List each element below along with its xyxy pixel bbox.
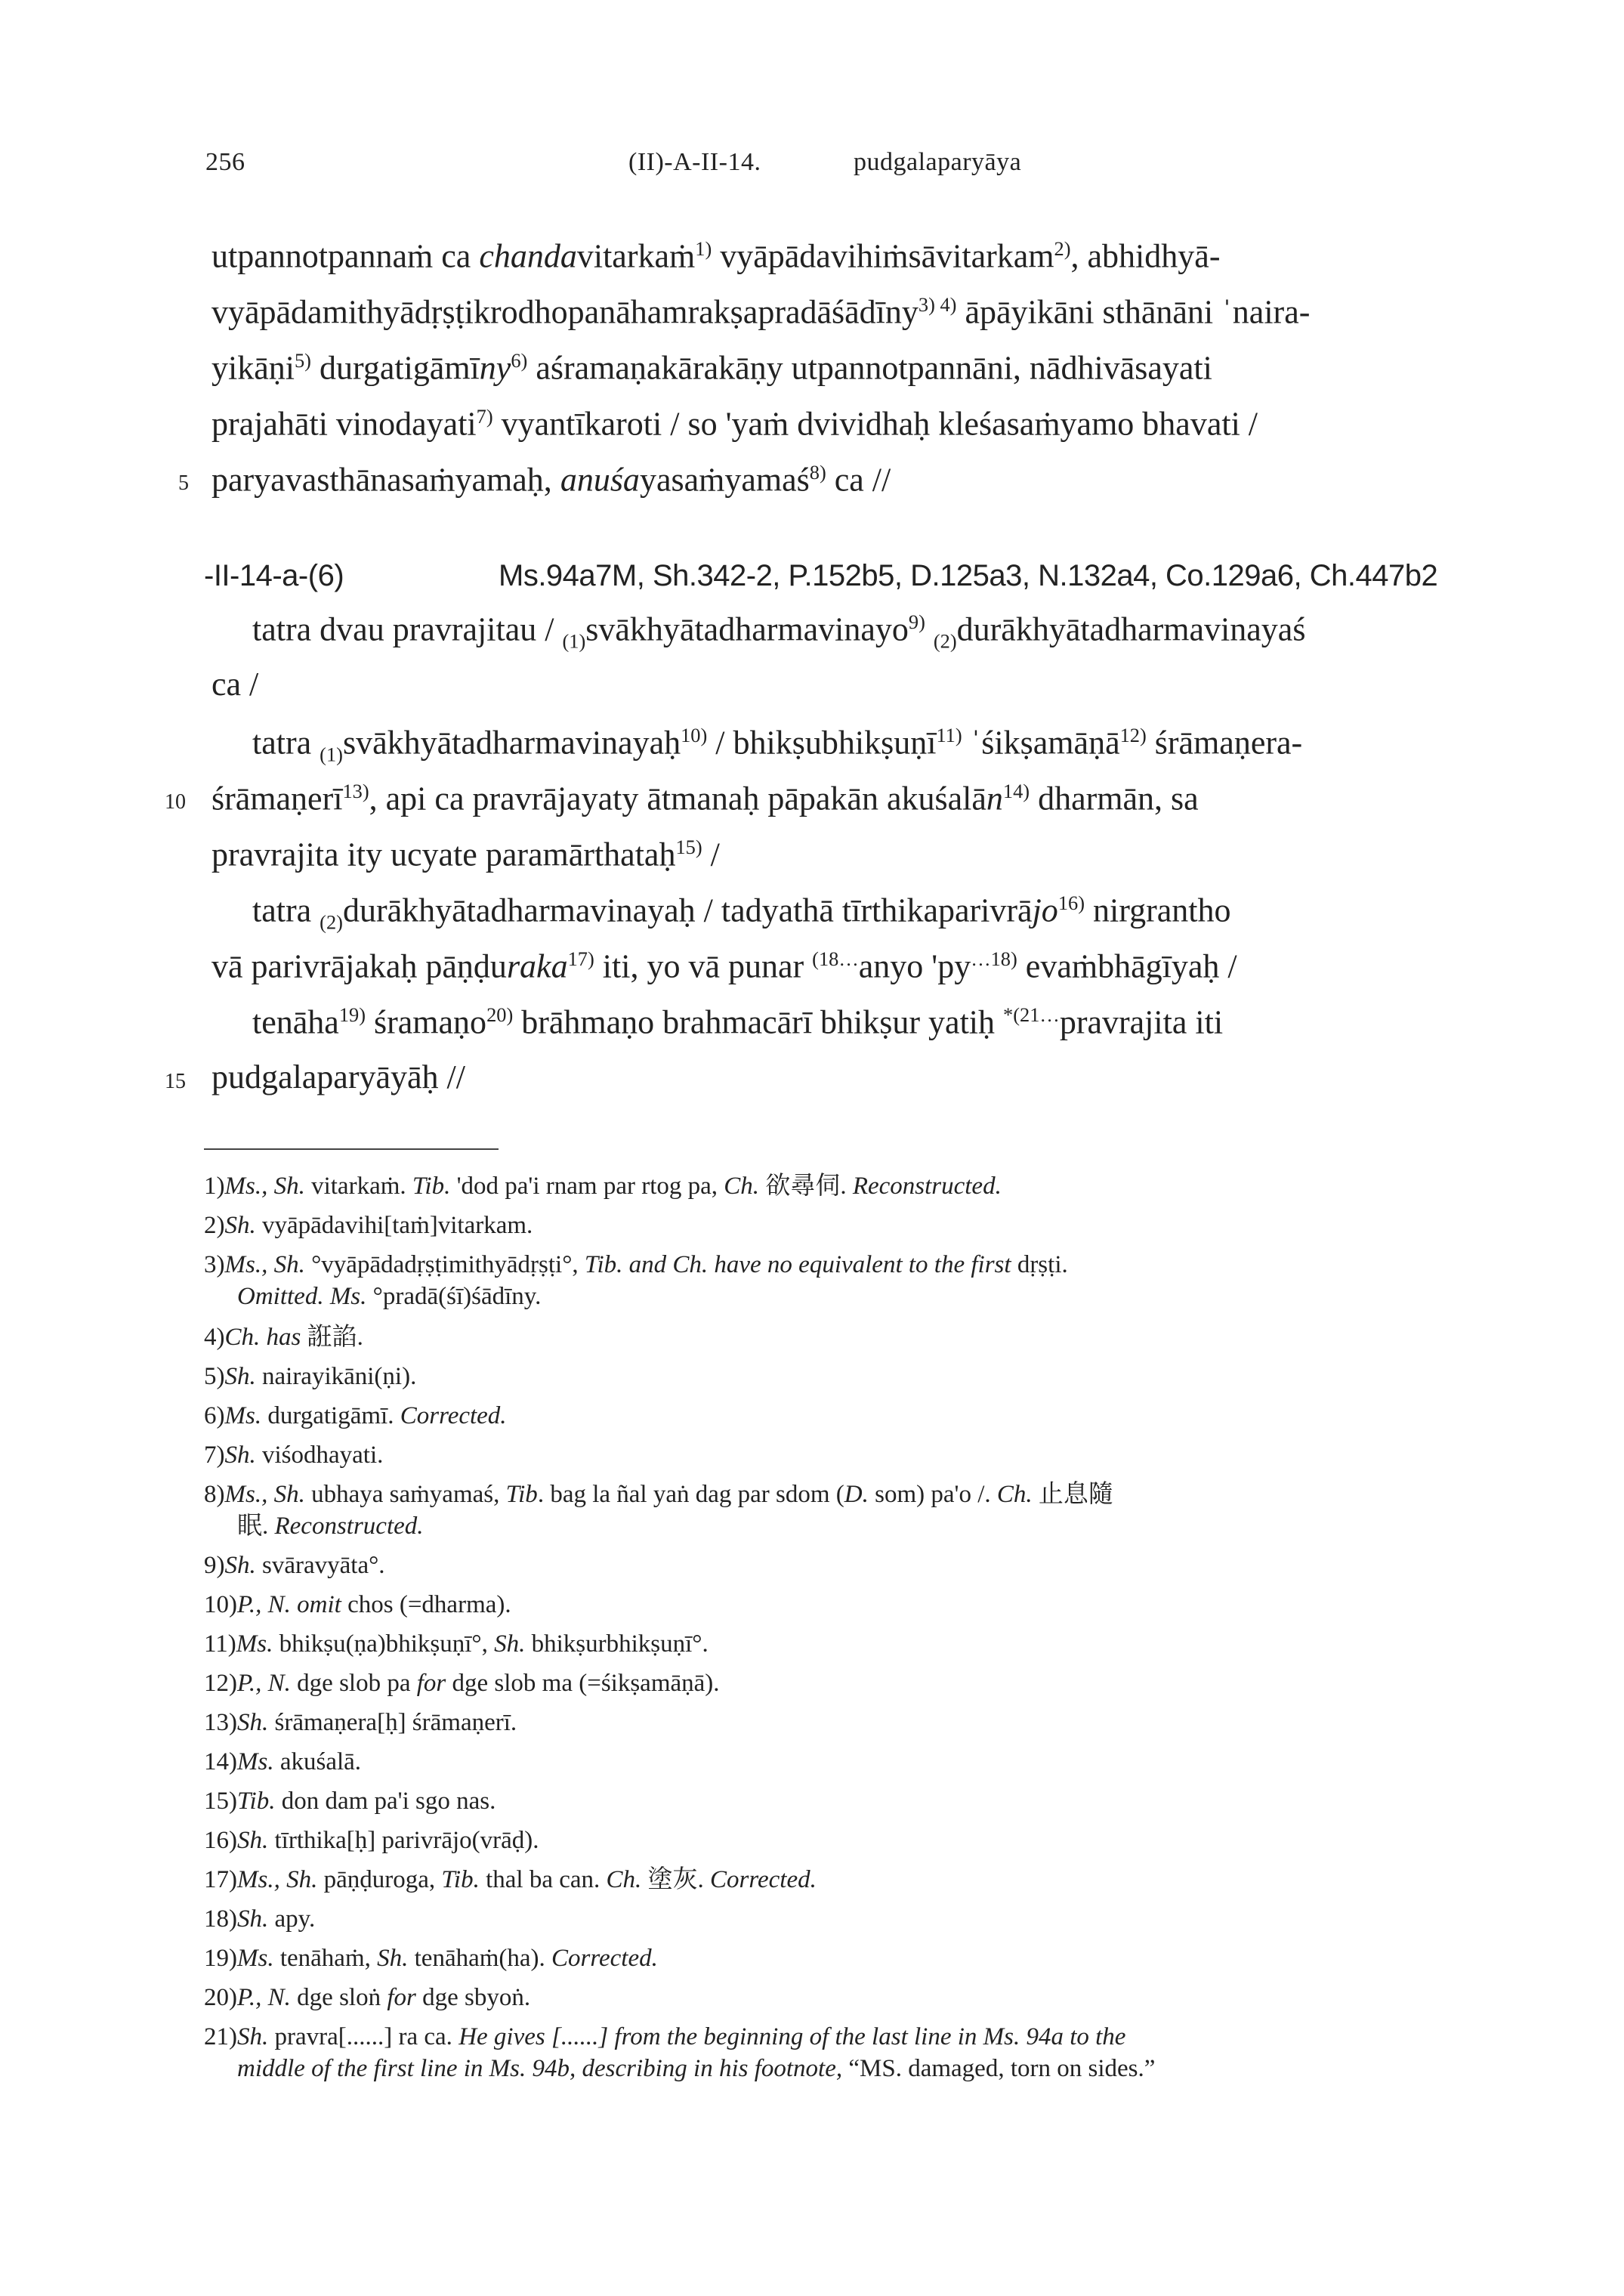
text-segment: aśramaṇakārakāṇy utpannotpannāni, nādhivāsayati [527, 349, 1212, 387]
text-segment: 'dod pa'i rnam par rtog pa, [450, 1173, 724, 1200]
section-label: (II)-A-II-14. [628, 148, 761, 176]
text-line [211, 837, 720, 872]
footnote [204, 1481, 1113, 1540]
text-segment: dharmān, sa [1030, 780, 1199, 817]
note-marker: (2) [933, 629, 957, 653]
footnote-text [237, 1748, 361, 1775]
footnote-continuation [237, 2055, 1155, 2084]
text-line [211, 781, 1199, 816]
text-segment: durākhyātadharmavinayaḥ / tadyathā tīrthikaparivrā [342, 892, 1033, 929]
text-segment: 止息隨 [1032, 1481, 1113, 1508]
text-segment: Ms., Sh. [224, 1251, 305, 1278]
text-segment: °pradā(śī)śādīny. [366, 1283, 542, 1310]
text-segment: Tib. [237, 1788, 276, 1815]
footnote-number: 2) [204, 1212, 225, 1239]
text-segment: Corrected. [710, 1866, 817, 1893]
note-marker: 15) [675, 836, 702, 858]
text-segment: vyantīkaroti / so 'yaṁ dvividhaḥ kleśasaṁyamo bhavati / [492, 405, 1258, 443]
text-segment: Tib. [412, 1173, 451, 1200]
text-segment: Sh. [237, 1709, 269, 1736]
text-segment: Sh. [494, 1630, 526, 1658]
text-segment: āpāyikāni sthānāni ˈnaira- [956, 293, 1311, 331]
text-segment: for [416, 1670, 446, 1697]
text-line [252, 893, 1231, 932]
text-segment: vitarkaṁ [576, 237, 696, 275]
text-segment: vitarkaṁ. [304, 1173, 412, 1200]
note-marker: 13) [342, 780, 369, 802]
text-segment: śrāmaṇera[ḥ] śrāmaṇerī. [268, 1709, 517, 1736]
note-marker: 7) [476, 405, 493, 428]
footnote-number: 19) [204, 1945, 237, 1972]
footnote-number: 15) [204, 1788, 237, 1815]
text-segment: Sh. [237, 2023, 269, 2050]
text-segment: tīrthika[ḥ] parivrājo(vrāḍ). [268, 1827, 539, 1854]
text-segment: / bhikṣubhikṣuṇī [707, 724, 937, 762]
text-segment: apy. [268, 1905, 316, 1933]
text-segment: śrāmaṇerī [211, 780, 343, 817]
footnote [204, 1552, 385, 1581]
text-segment: paryavasthānasaṁyamaḥ, [211, 461, 560, 499]
text-segment: svāravyāta°. [255, 1552, 385, 1579]
text-segment: ca // [826, 461, 891, 499]
footnote [204, 1984, 530, 2013]
text-segment: durgatigāmī [310, 349, 480, 387]
text-segment: Tib. and Ch. have no equivalent to the first [584, 1251, 1011, 1278]
text-segment: dge sbyoṅ. [415, 1984, 531, 2011]
text-segment: dge slob ma (=śikṣamāṇā). [446, 1670, 720, 1697]
text-line [211, 295, 1310, 329]
footnote-number: 3) [204, 1251, 225, 1278]
sigla-references: Ms.94a7M, Sh.342-2, P.152b5, D.125a3, N.132a4, Co.129a6, Ch.447b2 [499, 559, 1438, 592]
footnote-number: 10) [204, 1591, 237, 1618]
text-segment: tenāha [252, 1003, 339, 1041]
note-marker: 2) [1054, 237, 1071, 260]
footnote-number: 5) [204, 1363, 225, 1390]
footnote-number: 9) [204, 1552, 225, 1579]
note-marker: 12) [1119, 724, 1147, 746]
text-segment: bhikṣu(ṇa)bhikṣuṇī°, [273, 1630, 495, 1658]
footnote [204, 1709, 517, 1738]
text-segment: iti, yo vā punar [594, 947, 813, 985]
footnote [204, 1748, 361, 1777]
footnote [204, 1212, 533, 1241]
text-segment: ubhaya saṁyamaś, [304, 1481, 506, 1508]
text-segment: “MS. damaged, torn on sides.” [842, 2055, 1156, 2082]
text-segment: vyāpādamithyādṛṣṭikrodhopanāhamrakṣapradāśādīny [211, 293, 919, 331]
text-segment: He gives [......] from the beginning of the last line in Ms. 94a to the [458, 2023, 1126, 2050]
note-marker: 3) 4) [918, 293, 957, 316]
text-segment: Corrected. [400, 1402, 507, 1429]
text-segment: bhikṣurbhikṣuṇī°. [525, 1630, 709, 1658]
text-segment: nairayikāni(ṇi). [255, 1363, 417, 1390]
footnote-number: 16) [204, 1827, 237, 1854]
text-segment: Ms. [236, 1630, 273, 1658]
footnote [204, 1363, 416, 1392]
text-segment: Ms., Sh. [224, 1173, 305, 1200]
footnote-text [236, 1630, 709, 1658]
text-segment: vyāpādavihiṁsāvitarkam [712, 237, 1054, 275]
text-segment: akuśalā. [273, 1748, 362, 1775]
text-segment: / [702, 836, 720, 873]
footnote-number: 6) [204, 1402, 225, 1429]
text-segment: anyo 'py [858, 947, 971, 985]
text-segment: Tib [505, 1481, 538, 1508]
text-segment: evaṁbhāgīyaḥ / [1017, 947, 1237, 985]
text-segment: utpannotpannaṁ ca [211, 237, 480, 275]
note-marker: 10) [681, 724, 708, 746]
footnote [204, 1324, 363, 1352]
text-segment: Ch. has [224, 1324, 301, 1351]
note-marker: 20) [486, 1003, 514, 1026]
text-segment: Reconstructed. [852, 1173, 1002, 1200]
footnote-text [237, 1905, 315, 1933]
note-marker: 19) [338, 1003, 366, 1026]
text-segment: tatra [252, 892, 320, 929]
text-segment: Ch. [996, 1481, 1033, 1508]
text-segment: svākhyātadharmavinayaḥ [342, 724, 681, 762]
footnote-text [237, 1788, 496, 1815]
footnote-number: 13) [204, 1709, 237, 1736]
footnote-text [237, 1827, 539, 1854]
running-title: pudgalaparyāya [854, 148, 1022, 176]
text-segment: yasaṁyamaś [639, 461, 810, 499]
text-segment: tenāhaṁ(ha). [408, 1945, 552, 1972]
text-segment: Sh. [237, 1905, 269, 1933]
text-segment: chos (=dharma). [341, 1591, 511, 1618]
text-segment: ca / [211, 666, 259, 703]
footnote-text [237, 2023, 1125, 2050]
text-segment: svākhyātadharmavinayo [585, 610, 909, 648]
text-segment: Omitted. Ms. [237, 1283, 367, 1310]
line-number: 15 [165, 1070, 186, 1093]
footnote-number: 14) [204, 1748, 237, 1775]
footnote-continuation [237, 1283, 541, 1312]
footnote-text [225, 1363, 417, 1390]
text-segment: pudgalaparyāyāḥ // [211, 1058, 465, 1095]
footnote-text [225, 1212, 533, 1239]
text-line [211, 462, 891, 497]
footnote-number: 4) [204, 1324, 225, 1351]
text-line [211, 406, 1258, 441]
text-segment: viśodhayati. [255, 1442, 384, 1469]
text-line [211, 1058, 465, 1095]
note-marker: 6) [511, 349, 528, 372]
page-number: 256 [205, 148, 245, 176]
footnote [204, 1788, 496, 1816]
footnote-text [225, 1173, 1002, 1200]
note-marker: 11) [936, 724, 962, 746]
note-marker: 9) [908, 610, 925, 633]
footnote [204, 1251, 1068, 1310]
footnote-number: 17) [204, 1866, 237, 1893]
text-segment: tenāhaṁ, [273, 1945, 378, 1972]
footnote-number: 1) [204, 1173, 225, 1200]
text-segment: tatra [252, 724, 320, 762]
footnote [204, 1173, 1002, 1201]
footnote-number: 20) [204, 1984, 237, 2011]
footnote-number: 12) [204, 1670, 237, 1697]
text-segment: 眠. [237, 1513, 275, 1540]
footnote-text [237, 1591, 511, 1618]
text-segment: raka [506, 947, 568, 985]
text-segment: , api ca pravrājayaty ātmanaḥ pāpakān akuśalā [369, 780, 986, 817]
text-segment: durākhyātadharmavinayaś [956, 610, 1306, 648]
text-segment: Ms. [224, 1402, 262, 1429]
text-segment: omit [297, 1591, 341, 1618]
text-line [211, 239, 1220, 273]
text-segment: , abhidhyā- [1070, 237, 1221, 275]
text-segment: Ms., Sh. [224, 1481, 305, 1508]
text-segment: ny [479, 349, 511, 387]
text-segment: Ch. [606, 1866, 642, 1893]
text-segment: °vyāpādadṛṣṭimithyādṛṣṭi°, [304, 1251, 585, 1278]
footnote [204, 1630, 709, 1659]
footnote-number: 8) [204, 1481, 225, 1508]
footnote [204, 1827, 539, 1856]
text-segment: P., N. [237, 1984, 291, 2011]
footnote-text [225, 1324, 363, 1351]
text-segment: thal ba can. [479, 1866, 607, 1893]
text-segment: for [387, 1984, 416, 2011]
text-line [252, 725, 1302, 765]
text-segment: . bag la ñal yaṅ dag par sdom ( [537, 1481, 844, 1508]
note-marker: *(21… [1003, 1003, 1060, 1026]
footnote-text [237, 1709, 517, 1736]
text-segment: Sh. [237, 1827, 269, 1854]
note-marker: (1) [562, 629, 586, 653]
text-line [211, 668, 258, 701]
footnote [204, 1945, 658, 1973]
footnote [204, 1866, 817, 1895]
footnote [204, 1905, 315, 1934]
footnote-text [237, 1984, 530, 2011]
line-number: 10 [165, 790, 186, 814]
text-segment: chanda [479, 237, 577, 275]
footnote [204, 2023, 1156, 2082]
footnote-text [225, 1251, 1068, 1278]
text-segment: middle of the first line in Ms. 94b, describing in his footnote, [237, 2055, 843, 2082]
note-marker: 17) [567, 947, 594, 970]
section-sigla [204, 559, 1438, 593]
text-segment: Ms., Sh. [237, 1866, 318, 1893]
text-segment: Ms. [237, 1945, 274, 1972]
footnote-number: 18) [204, 1905, 237, 1933]
footnote [204, 1670, 720, 1698]
text-segment: anuśa [560, 461, 640, 499]
text-segment: pāṇḍuroga, [317, 1866, 442, 1893]
text-segment: P., N. [237, 1591, 291, 1618]
text-segment: D. [844, 1481, 869, 1508]
footnote [204, 1591, 511, 1620]
text-segment: Ch. [724, 1173, 760, 1200]
footnote-number: 7) [204, 1442, 225, 1469]
text-segment: prajahāti vinodayati [211, 405, 477, 443]
note-marker: …18) [971, 947, 1017, 970]
text-line [211, 949, 1237, 984]
text-line [211, 351, 1212, 385]
text-segment: pravra[......] ra ca. [268, 2023, 459, 2050]
text-segment: tatra dvau pravrajitau / [252, 610, 563, 648]
note-marker: (18… [812, 947, 859, 970]
text-segment: yikāṇi [211, 349, 295, 387]
note-marker: (1) [320, 743, 343, 766]
text-segment: dge slob pa [290, 1670, 417, 1697]
text-segment: Sh. [224, 1552, 256, 1579]
text-segment: dge sloṅ [290, 1984, 387, 2011]
footnote-number: 11) [204, 1630, 236, 1658]
text-segment: vyāpādavihi[taṁ]vitarkam. [255, 1212, 533, 1239]
text-segment: nirgrantho [1085, 892, 1231, 929]
text-segment: Corrected. [551, 1945, 658, 1972]
text-segment: Sh. [224, 1363, 256, 1390]
text-line [252, 612, 1305, 651]
text-segment: Sh. [224, 1212, 256, 1239]
footnote-text [225, 1552, 385, 1579]
note-marker: 1) [695, 237, 712, 260]
text-segment: śrāmaṇera- [1146, 724, 1303, 762]
text-segment: jo [1032, 892, 1058, 929]
text-segment: brāhmaṇo brahmacārī bhikṣur yatiḥ [513, 1003, 1004, 1041]
text-segment: pravrajita iti [1059, 1003, 1224, 1041]
text-segment: śramaṇo [366, 1003, 487, 1041]
text-segment: dṛṣṭi. [1011, 1251, 1068, 1278]
text-segment: 塗灰. [641, 1866, 711, 1893]
text-segment: Tib. [441, 1866, 480, 1893]
text-segment: ˈśikṣamāṇā [962, 724, 1120, 762]
text-line [252, 1005, 1223, 1040]
text-segment: Sh. [224, 1442, 256, 1469]
note-marker: 14) [1002, 780, 1030, 802]
footnote-text [225, 1442, 384, 1469]
footnote-text [237, 1866, 817, 1893]
text-segment: don dam pa'i sgo nas. [275, 1788, 496, 1815]
note-marker: 5) [294, 349, 311, 372]
footnote [204, 1402, 507, 1431]
footnote-text [237, 1670, 720, 1697]
text-segment [291, 1591, 297, 1618]
text-segment: 欲尋伺. [759, 1173, 853, 1200]
sigla-label: -II-14-a-(6) [204, 559, 344, 592]
footnote-text [225, 1481, 1113, 1508]
line-number: 5 [178, 471, 189, 495]
footnote-text [225, 1402, 507, 1429]
text-segment: Ms. [237, 1748, 274, 1775]
note-marker: 16) [1057, 892, 1085, 914]
text-segment: som) pa'o /. [868, 1481, 997, 1508]
footnote [204, 1442, 383, 1470]
note-marker: 8) [809, 461, 826, 484]
text-segment [925, 611, 934, 648]
text-segment: vā parivrājakaḥ pāṇḍu [211, 947, 507, 985]
text-segment: pravrajita ity ucyate paramārthataḥ [211, 836, 676, 873]
footnote-continuation [237, 1513, 424, 1541]
footnote-number: 21) [204, 2023, 237, 2050]
footnote-text [237, 1945, 658, 1972]
text-segment: P., N. [237, 1670, 291, 1697]
text-segment: Reconstructed. [274, 1513, 424, 1540]
text-segment: 誑諂. [301, 1324, 363, 1351]
footnote-rule [204, 1148, 499, 1150]
text-segment: durgatigāmī. [261, 1402, 400, 1429]
note-marker: (2) [320, 910, 343, 934]
text-segment: Sh. [377, 1945, 409, 1972]
text-segment: n [986, 780, 1003, 817]
